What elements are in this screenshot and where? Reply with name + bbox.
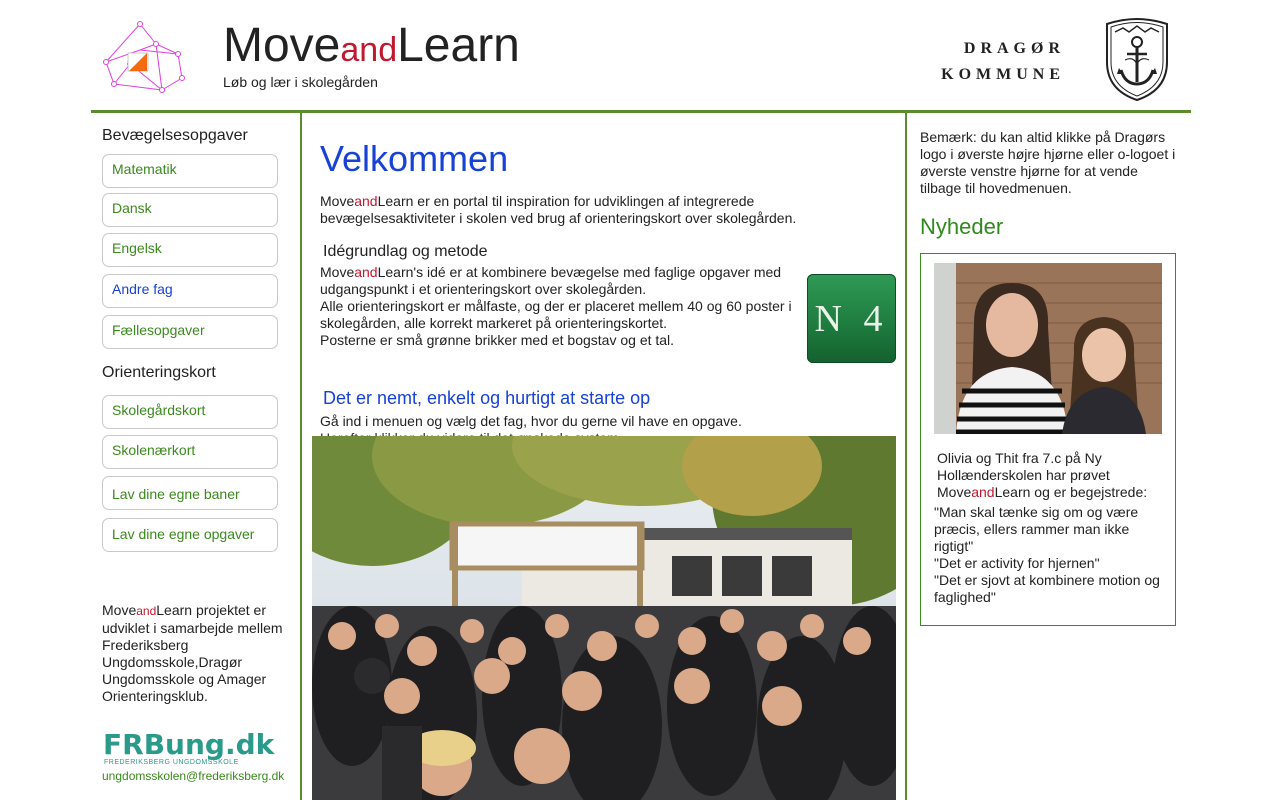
control-post-image: N 4 [807, 274, 896, 363]
getting-started-heading: Det er nemt, enkelt og hurtigt at starte op [323, 388, 651, 408]
caption-part-1: Olivia og Thit fra 7.c på Ny Hollænderskolen har prøvet [937, 450, 1110, 483]
site-title [223, 19, 520, 72]
intro-and: and [354, 193, 378, 209]
intro-paragraph [320, 193, 820, 227]
frb-email-link[interactable]: ungdomsskolen@frederiksberg.dk [102, 769, 285, 783]
news-quotes [934, 504, 1166, 606]
movement-tasks-title: Bevægelsesopgaver [102, 127, 248, 144]
students-running-photo [312, 436, 896, 800]
quote-3: "Det er sjovt at kombinere motion og faglighed" [934, 572, 1160, 605]
method-and: and [354, 264, 378, 280]
header-divider [91, 110, 1191, 113]
frb-ung-logo[interactable] [103, 728, 281, 768]
menu-item-matematik[interactable]: Matematik [102, 154, 278, 188]
news-caption [937, 450, 1157, 501]
anchor-crest-icon [1099, 12, 1175, 102]
title-and: and [340, 31, 398, 69]
caption-and: and [971, 484, 995, 500]
quote-2: "Det er activity for hjernen" [934, 555, 1100, 571]
intro-move: Move [320, 193, 355, 209]
navigation-note: Bemærk: du kan altid klikke på Dragørs logo i øverste højre hjørne eller o-logoet i øverste venstre hjørne for at vende tilbage til hovedmenuen. [920, 129, 1176, 196]
kommune-line-2: KOMMUNE [941, 66, 1065, 83]
collab-and: and [136, 604, 157, 618]
menu-item-egne-baner[interactable]: Lav dine egne baner [102, 476, 278, 510]
kommune-name[interactable] [930, 36, 1065, 88]
collab-rest: Learn projektet er udviklet i samarbejde mellem Frederiksberg Ungdomsskole,Dragør Ungdomsskole og Amager Orienteringsklub. [102, 602, 283, 704]
left-column-divider [300, 113, 302, 800]
menu-item-dansk[interactable]: Dansk [102, 193, 278, 227]
news-girls-photo [934, 263, 1162, 434]
method-heading: Idégrundlag og metode [323, 243, 488, 260]
intro-rest: Learn er en portal til inspiration for udviklingen af integrerede bevægelsesaktiviteter i skolen ved brug af orienteringskort over skolegården. [320, 193, 797, 226]
menu-item-egne-opgaver[interactable]: Lav dine egne opgaver [102, 518, 278, 552]
site-tagline: Løb og lær i skolegården [223, 74, 378, 90]
menu-item-faellesopgaver[interactable]: Fællesopgaver [102, 315, 278, 349]
method-line-1 [320, 264, 800, 298]
menu-item-andre-fag[interactable]: Andre fag [102, 274, 278, 308]
photo-illustration [312, 436, 896, 800]
news-heading: Nyheder [920, 214, 1004, 239]
frb-logo-graphic [103, 728, 281, 768]
orienteering-logo[interactable] [100, 20, 192, 94]
orienteering-control-icon [100, 20, 192, 94]
frb-logo-text: FRBung.dk [103, 728, 275, 761]
menu-item-skolegaardskort[interactable]: Skolegårdskort [102, 395, 278, 429]
quote-1: "Man skal tænke sig om og være præcis, ellers rammer man ikke rigtigt" [934, 504, 1139, 554]
orienteering-maps-title: Orienteringskort [102, 364, 216, 381]
menu-item-engelsk[interactable]: Engelsk [102, 233, 278, 267]
method-p3: Posterne er små grønne brikker med et bogstav og et tal. [320, 332, 675, 348]
caption-move: Move [937, 484, 972, 500]
page-title: Velkommen [320, 138, 509, 179]
method-p2: Alle orienteringskort er målfaste, og der er placeret mellem 40 og 60 poster i skolegården, alle korrekt markeret på orienteringskortet. [320, 298, 792, 331]
collaboration-text [102, 602, 287, 705]
right-column-divider [905, 113, 907, 800]
method-move: Move [320, 264, 355, 280]
menu-item-skolenaerkort[interactable]: Skolenærkort [102, 435, 278, 469]
dragor-crest-logo[interactable] [1099, 12, 1175, 102]
method-paragraph [320, 264, 800, 349]
getting-started-text: Gå ind i menuen og vælg det fag, hvor du gerne vil have en opgave. [320, 413, 742, 429]
caption-part-2: Learn og er begejstrede: [994, 484, 1148, 500]
kommune-line-1: DRAGØR [963, 40, 1065, 57]
collab-move: Move [102, 602, 137, 618]
title-move: Move [223, 19, 341, 72]
method-p1: Learn's idé er at kombinere bevægelse med faglige opgaver med udgangspunkt i et orienteringskort over skolegården. [320, 264, 782, 297]
news-photo-illustration [934, 263, 1162, 434]
title-learn: Learn [397, 19, 520, 72]
frb-logo-subtext: FREDERIKSBERG UNGDOMSSKOLE [104, 759, 239, 766]
